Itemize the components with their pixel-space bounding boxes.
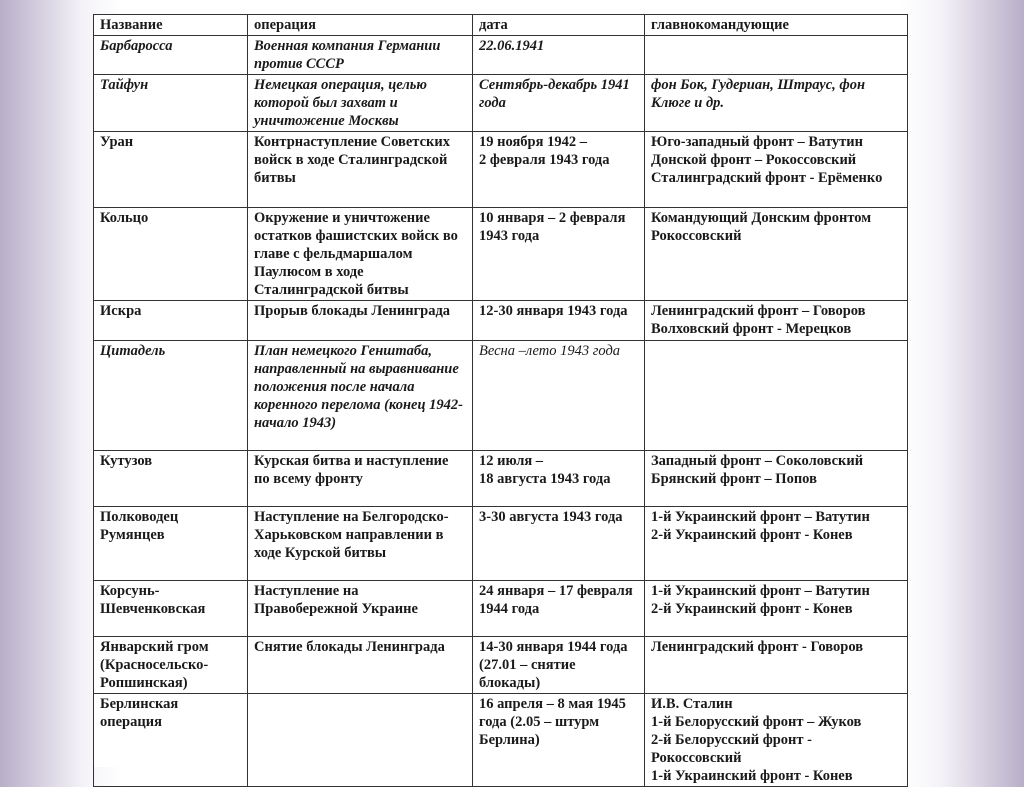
cell-commanders [645, 341, 908, 451]
cell-operation: Снятие блокады Ленинграда [248, 637, 473, 694]
table-row [94, 208, 908, 301]
cell-operation: Окружение и уничтожение остатков фашистских войск во главе с фельдмаршалом Паулюсом в ходе Сталинградской битвы [248, 208, 473, 301]
cell-commanders: 1-й Украинский фронт – Ватутин 2-й Украинский фронт - Конев [645, 581, 908, 637]
cell-name: Полководец Румянцев [94, 507, 248, 581]
cell-name: Барбаросса [94, 36, 248, 75]
table-row [94, 507, 908, 581]
cell-name: Январский гром (Красносельско-Ропшинская) [94, 637, 248, 694]
cell-commanders: Ленинградский фронт - Говоров [645, 637, 908, 694]
header-name: Название [94, 15, 248, 36]
cell-commanders [645, 36, 908, 75]
table-row [94, 451, 908, 507]
cell-name: Кольцо [94, 208, 248, 301]
cell-name: Берлинская операция [94, 694, 248, 787]
cell-operation: План немецкого Генштаба, направленный на выравнивание положения после начала коренного перелома (конец 1942-начало 1943) [248, 341, 473, 451]
cell-date: 22.06.1941 [473, 36, 645, 75]
cell-operation: Наступление на Белгородско-Харьковском направлении в ходе Курской битвы [248, 507, 473, 581]
cell-operation: Наступление на Правобережной Украине [248, 581, 473, 637]
header-date: дата [473, 15, 645, 36]
table-row [94, 132, 908, 208]
cell-name: Корсунь-Шевченковская [94, 581, 248, 637]
table-row [94, 637, 908, 694]
table-row [94, 581, 908, 637]
cell-operation: Курская битва и наступление по всему фронту [248, 451, 473, 507]
cell-date: 24 января – 17 февраля 1944 года [473, 581, 645, 637]
operations-table [93, 14, 908, 787]
table-row [94, 341, 908, 451]
cell-date: 3-30 августа 1943 года [473, 507, 645, 581]
cell-commanders: И.В. Сталин 1-й Белорусский фронт – Жуков 2-й Белорусский фронт - Рокоссовский 1-й Украинский фронт - Конев [645, 694, 908, 787]
cell-name: Цитадель [94, 341, 248, 451]
cell-name: Уран [94, 132, 248, 208]
cell-name: Искра [94, 301, 248, 341]
cell-date: 12-30 января 1943 года [473, 301, 645, 341]
cell-commanders: 1-й Украинский фронт – Ватутин 2-й Украинский фронт - Конев [645, 507, 908, 581]
cell-date: Весна –лето 1943 года [473, 341, 645, 451]
table-header-row [94, 15, 908, 36]
cell-commanders: Командующий Донским фронтом Рокоссовский [645, 208, 908, 301]
cell-date: 14-30 января 1944 года (27.01 – снятие блокады) [473, 637, 645, 694]
cell-date: 10 января – 2 февраля 1943 года [473, 208, 645, 301]
cell-date: Сентябрь-декабрь 1941 года [473, 75, 645, 132]
cell-commanders: Юго-западный фронт – Ватутин Донской фронт – Рокоссовский Сталинградский фронт - Ерёменко [645, 132, 908, 208]
cell-commanders: Ленинградский фронт – Говоров Волховский фронт - Мерецков [645, 301, 908, 341]
cell-operation: Немецкая операция, целью которой был захват и уничтожение Москвы [248, 75, 473, 132]
document-sheet [93, 14, 907, 784]
cell-date: 16 апреля – 8 мая 1945 года (2.05 – штурм Берлина) [473, 694, 645, 787]
table-row [94, 301, 908, 341]
cell-operation: Прорыв блокады Ленинграда [248, 301, 473, 341]
header-commanders: главнокомандующие [645, 15, 908, 36]
cell-date: 19 ноября 1942 – 2 февраля 1943 года [473, 132, 645, 208]
cell-date: 12 июля – 18 августа 1943 года [473, 451, 645, 507]
cell-operation: Военная компания Германии против СССР [248, 36, 473, 75]
cell-operation [248, 694, 473, 787]
table-row [94, 36, 908, 75]
table-row [94, 694, 908, 787]
cell-commanders: Западный фронт – Соколовский Брянский фронт – Попов [645, 451, 908, 507]
cell-commanders: фон Бок, Гудериан, Штраус, фон Клюге и др. [645, 75, 908, 132]
cell-operation: Контрнаступление Советских войск в ходе Сталинградской битвы [248, 132, 473, 208]
cell-name: Кутузов [94, 451, 248, 507]
header-operation: операция [248, 15, 473, 36]
table-row [94, 75, 908, 132]
cell-name: Тайфун [94, 75, 248, 132]
